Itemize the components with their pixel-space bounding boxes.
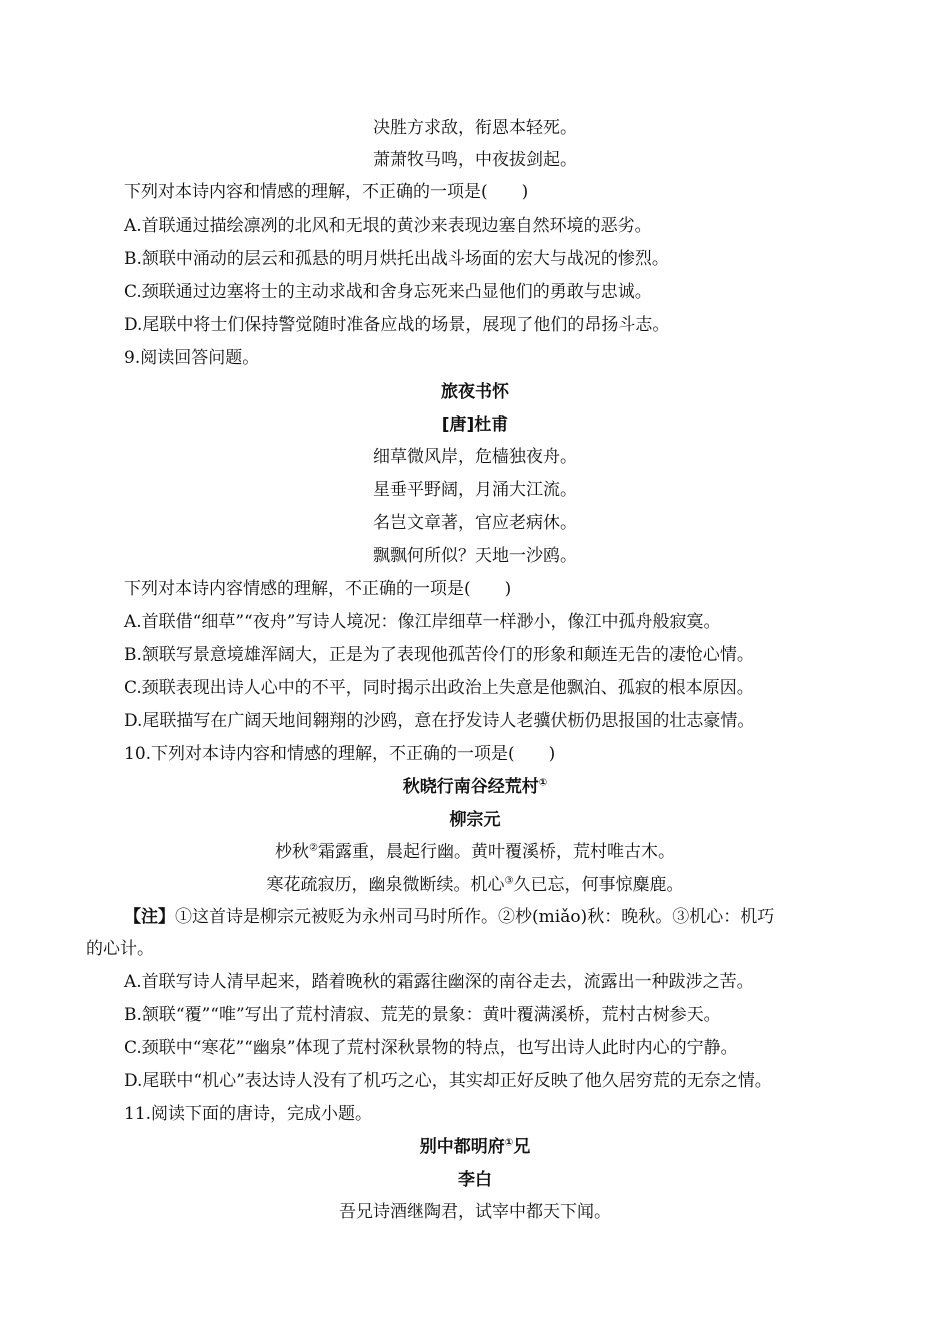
option-c: C.颈联通过边塞将士的主动求战和舍身忘死来凸显他们的勇敢与忠诚。: [124, 282, 652, 302]
poem-title-text: 别中都明府: [419, 1137, 505, 1157]
poem-text: 寒花疏寂历，幽泉微断续。机心: [266, 875, 505, 895]
question-stem: 下列对本诗内容情感的理解，不正确的一项是( ): [124, 579, 512, 599]
poem-line: 吾兄诗酒继陶君，试宰中都天下闻。: [339, 1202, 611, 1222]
question-intro: 11.阅读下面的唐诗，完成小题。: [124, 1104, 373, 1124]
footnote-mark: ③: [504, 875, 514, 887]
poem-author: 柳宗元: [449, 810, 501, 830]
option-b: B.颔联写景意境雄浑阔大，正是为了表现他孤苦伶仃的形象和颠连无告的凄怆心情。: [124, 645, 754, 665]
poem-text: 久已忘，何事惊麋鹿。: [513, 875, 684, 895]
poem-text: 霜露重，晨起行幽。黄叶覆溪桥，荒村唯古木。: [317, 842, 675, 862]
question-stem: 10.下列对本诗内容和情感的理解，不正确的一项是( ): [124, 744, 556, 764]
poem-title: [86, 1131, 864, 1163]
note-text-continued: 的心计。: [86, 939, 154, 959]
option-b: B.颔联中涌动的层云和孤悬的明月烘托出战斗场面的宏大与战况的惨烈。: [124, 249, 669, 269]
poem-author: [唐]杜甫: [441, 415, 509, 435]
option-b: B.颔联“覆”“唯”写出了荒村清寂、荒芜的景象：黄叶覆满溪桥，荒村古树参天。: [124, 1005, 721, 1025]
poem-title: 旅夜书怀: [441, 382, 509, 402]
poem-text: 杪秋: [275, 842, 310, 862]
poem-line: 细草微风岸，危樯独夜舟。: [373, 447, 577, 467]
poem-line: 星垂平野阔，月涌大江流。: [373, 480, 577, 500]
poem-title: [86, 771, 864, 803]
option-a: A.首联写诗人清早起来，踏着晚秋的霜露往幽深的南谷走去，流露出一种跋涉之苦。: [124, 972, 754, 992]
option-d: D.尾联中将士们保持警觉随时准备应战的场景，展现了他们的昂扬斗志。: [124, 315, 670, 335]
annotation: [86, 901, 858, 965]
footnote-mark: ②: [309, 842, 318, 854]
poem-line: [86, 869, 864, 901]
footnote-mark: ①: [504, 1137, 514, 1149]
poem-line: 飘飘何所似？天地一沙鸥。: [373, 546, 577, 566]
option-d: D.尾联描写在广阔天地间翱翔的沙鸥，意在抒发诗人老骥伏枥仍思报国的壮志豪情。: [124, 711, 755, 731]
poem-line: 名岂文章著，官应老病休。: [373, 513, 577, 533]
option-c: C.颈联表现出诗人心中的不平，同时揭示出政治上失意是他飘泊、孤寂的根本原因。: [124, 678, 754, 698]
option-a: A.首联借“细草”“夜舟”写诗人境况：像江岸细草一样渺小，像江中孤舟般寂寞。: [124, 612, 721, 632]
poem-line: 萧萧牧马鸣，中夜拔剑起。: [373, 150, 577, 170]
note-label: 【注】: [124, 907, 175, 927]
option-c: C.颈联中“寒花”“幽泉”体现了荒村深秋景物的特点，也写出诗人此时内心的宁静。: [124, 1038, 738, 1058]
poem-line: 决胜方求敌，衔恩本轻死。: [373, 118, 577, 138]
poem-title-text: 兄: [513, 1137, 531, 1157]
question-stem: 下列对本诗内容和情感的理解，不正确的一项是( ): [124, 182, 529, 202]
footnote-mark: ①: [538, 777, 548, 789]
option-d: D.尾联中“机心”表达诗人没有了机巧之心，其实却正好反映了他久居穷荒的无奈之情。: [124, 1071, 772, 1091]
poem-title-text: 秋晓行南谷经荒村: [402, 777, 539, 797]
note-text: ①这首诗是柳宗元被贬为永州司马时所作。②杪(miǎo)秋：晚秋。③机心：机巧: [175, 907, 775, 927]
option-a: A.首联通过描绘凛冽的北风和无垠的黄沙来表现边塞自然环境的恶劣。: [124, 216, 652, 236]
poem-author: 李白: [458, 1170, 492, 1190]
poem-line: [86, 836, 864, 868]
question-intro: 9.阅读回答问题。: [124, 348, 260, 368]
